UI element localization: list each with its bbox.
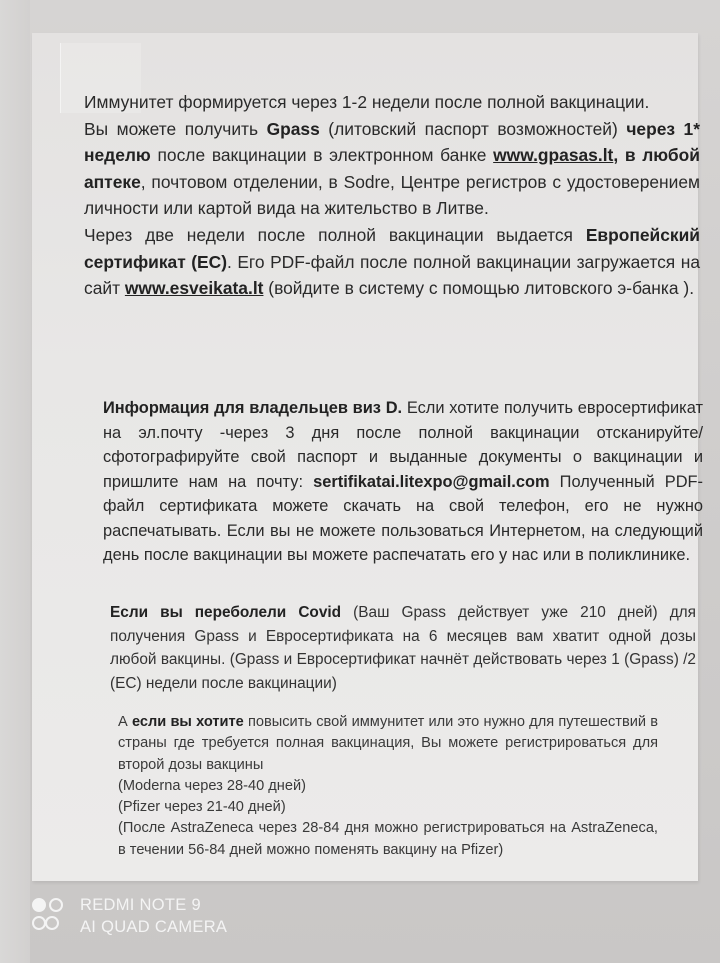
visa-d-heading: Информация для владельцев виз D. xyxy=(103,399,403,417)
text: Если хотите получить евросертификат на эл.почту -через 3 дня после полной вакцинации отсканируйте/сфотографируйте свой паспорт и выданные документы о вакцинации и пришлите нам на почту: xyxy=(103,399,703,491)
quad-camera-icon xyxy=(32,896,70,936)
recovered-paragraph xyxy=(110,601,696,695)
wall-background xyxy=(0,0,30,963)
text: Полученный PDF-файл сертификата можете скачать на свой телефон, его не нужно распечатывать. Если вы не можете пользоваться Интернетом, на следующий день после вакцинации вы можете распечатать его у нас или в поликлинике. xyxy=(103,472,703,564)
pfizer-interval: (Pfizer через 21-40 дней) xyxy=(118,799,286,816)
esveikata-link[interactable]: www.esveikata.lt xyxy=(124,278,264,299)
watermark-camera: AI QUAD CAMERA xyxy=(80,918,228,936)
pharmacy-emphasis: , в любой аптеке xyxy=(84,145,700,192)
watermark-model: REDMI NOTE 9 xyxy=(80,896,201,914)
notice-section-second-dose xyxy=(118,712,658,861)
text: повысить свой иммунитет или это нужно для путешествий в страны где требуется полная вакцинация, Вы можете регистрироваться для второй дозы вакцины xyxy=(118,714,658,773)
text: (войдите в систему с помощью литовского э-банка ). xyxy=(263,278,695,299)
text: Через две недели после полной вакцинации выдается xyxy=(84,224,586,245)
eu-certificate-term: Европейский сертификат (ЕС) xyxy=(84,224,700,272)
contact-email[interactable]: sertifikatai.litexpo@gmail.com xyxy=(313,472,550,491)
if-you-want-emphasis: если вы хотите xyxy=(131,714,244,730)
gpass-term: Gpass xyxy=(266,118,320,139)
text: (литовский паспорт возможностей) xyxy=(319,118,627,139)
eu-certificate-paragraph xyxy=(84,222,700,302)
gpasas-link[interactable]: www.gpasas.lt xyxy=(493,145,614,166)
second-dose-paragraph xyxy=(118,712,658,776)
astrazeneca-interval: (После AstraZeneca через 28-84 дня можно регистрироваться на AstraZeneca, в течении 56-84 дней можно поменять вакцину на Pfizer) xyxy=(118,820,658,858)
text: (Ваш Gpass действует уже 210 дней) для получения Gpass и Евросертификата на 6 месяцев вам хватит одной дозы любой вакцины. (Gpass и Евросертификат начнёт действовать через 1 (Gpass) /2 (ЕС) недели после вакцинации) xyxy=(110,604,696,692)
text: . Его PDF-файл после полной вакцинации загружается на сайт xyxy=(84,251,700,299)
moderna-interval: (Moderna через 28-40 дней) xyxy=(118,777,306,794)
notice-section-visa-d xyxy=(103,396,703,568)
camera-watermark xyxy=(32,894,227,938)
visa-d-paragraph xyxy=(103,396,703,568)
text: после вакцинации в электронном банке xyxy=(150,145,494,166)
gpass-paragraph xyxy=(84,116,700,222)
text: , почтовом отделении, в Sodre, Центре регистров с удостоверением личности или картой вида на жительство в Литве. xyxy=(84,171,700,219)
one-week-emphasis: через 1* неделю xyxy=(84,118,700,166)
recovered-heading: Если вы переболели Covid xyxy=(110,604,342,621)
text: Вы можете получить xyxy=(84,118,267,139)
notice-section-recovered xyxy=(110,601,696,695)
immunity-paragraph: Иммунитет формируется через 1-2 недели после полной вакцинации. xyxy=(84,92,650,112)
text: А xyxy=(118,714,132,730)
notice-section-gpass xyxy=(84,89,700,302)
